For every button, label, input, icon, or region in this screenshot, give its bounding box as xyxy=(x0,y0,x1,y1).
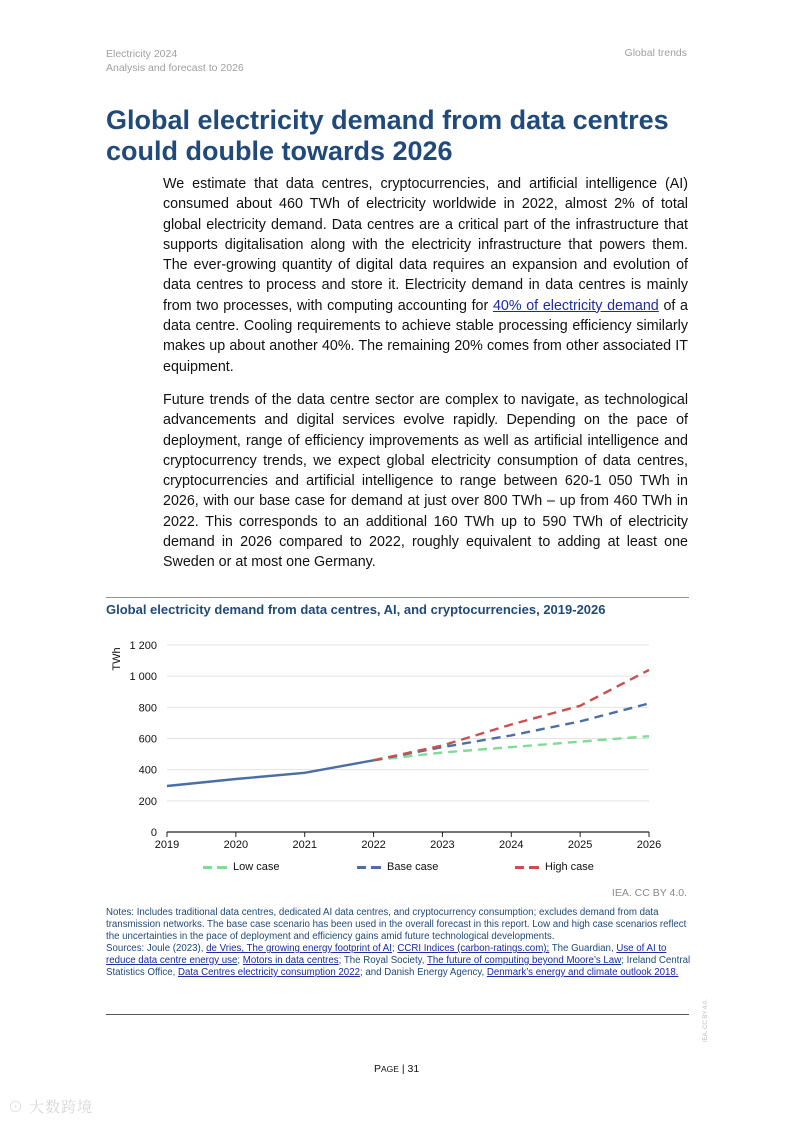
figure-notes xyxy=(106,907,691,979)
sources-text: Sources: Joule (2023), de Vries, The growing energy footprint of AI; CCRI Indices (carbon-ratings.com); The Guardian, Use of AI to reduce data centre energy use; Motors in data centres; The Royal Society, The future of computing beyond Moore’s Law; Ireland Central Statistics Office, Data Centres electricity consumption 2022; and Danish Energy Agency, Denmark’s energy and climate outlook 2018. xyxy=(106,943,691,978)
legend-item-high: High case xyxy=(515,861,594,873)
source-link-cso-ireland[interactable]: Data Centres electricity consumption 2022 xyxy=(177,967,360,978)
y-tick-label: 1 200 xyxy=(129,640,157,652)
source-link-danish-energy[interactable]: Denmark’s energy and climate outlook 2018. xyxy=(486,967,679,978)
series-line-historical xyxy=(167,760,374,786)
link-40-percent-demand[interactable]: 40% of electricity demand xyxy=(492,297,659,314)
x-tick-label: 2023 xyxy=(430,839,455,851)
y-axis-label: TWh xyxy=(111,647,123,671)
report-title: Electricity 2024 xyxy=(106,48,178,60)
running-header-left xyxy=(106,47,244,75)
page-title: Global electricity demand from data centres could double towards 2026 xyxy=(106,105,669,166)
figure-bottom-rule xyxy=(106,1014,689,1015)
x-tick-label: 2024 xyxy=(499,839,524,851)
legend-item-low: Low case xyxy=(203,861,279,873)
x-tick-label: 2020 xyxy=(223,839,249,851)
y-tick-label: 0 xyxy=(150,827,157,839)
figure-top-rule xyxy=(106,597,689,598)
y-tick-label: 200 xyxy=(138,795,157,808)
dashed-line-swatch-icon xyxy=(357,866,381,869)
body-paragraph-1: We estimate that data centres, cryptocurrencies, and artificial intelligence (AI) consumed about 460 TWh of electricity worldwide in 2022, almost 2% of total global electricity demand. Data centres are a critical part of the infrastructure that supports digitalisation along with the electricity infrastructure that powers them. The ever-growing quantity of digital data requires an expansion and evolution of data centres to process and store it. Electricity demand in data centres is mainly from two processes, with computing accounting for 40% of electricity demand of a data centre. Cooling requirements to achieve stable processing efficiency similarly makes up about another 40%. The remaining 20% comes from other associated IT equipment. xyxy=(163,176,688,375)
chart-legend xyxy=(0,861,793,877)
series-line-low-case xyxy=(374,736,649,760)
x-tick-label: 2019 xyxy=(154,839,180,851)
y-tick-label: 600 xyxy=(138,733,157,746)
source-link-royal-society[interactable]: The future of computing beyond Moore’s Law xyxy=(426,955,622,966)
x-tick-label: 2021 xyxy=(292,839,317,851)
series-line-base-case xyxy=(374,703,649,760)
x-tick-label: 2026 xyxy=(636,839,662,851)
y-tick-label: 400 xyxy=(138,764,157,777)
source-link-motors[interactable]: Motors in data centres xyxy=(242,955,339,966)
line-chart xyxy=(106,630,686,860)
source-link-ccri[interactable]: CCRI Indices (carbon-ratings.com); xyxy=(397,943,550,954)
page-number: PAGE | 31 xyxy=(374,1063,420,1075)
notes-text: Notes: Includes traditional data centres, dedicated AI data centres, and cryptocurrency consumption; excludes demand from data transmission networks. The base case scenario has been used in the overall forecast in this report. Low and high case scenarios reflect the uncertainties in the pace of deployment and efficiency gains amid future technological developments. xyxy=(106,907,687,942)
watermark-logo: ⊙ 大数跨境 xyxy=(8,1099,94,1116)
body-paragraph-2: Future trends of the data centre sector are complex to navigate, as technological advancements and digital services evolve rapidly. Depending on the pace of deployment, range of efficiency improvements as well as artificial intelligence and cryptocurrency trends, we expect global electricity consumption of data centres, cryptocurrencies and artificial intelligence to range between 620-1 050 TWh in 2026, with our base case for demand at just over 800 TWh – up from 460 TWh in 2022. This corresponds to an additional 160 TWh up to 590 TWh of electricity demand in 2026 compared to 2022, roughly equivalent to adding at least one Sweden or at most one Germany. xyxy=(163,392,688,571)
source-link-guardian-ai[interactable]: Use of AI to reduce data centre energy use xyxy=(106,943,667,966)
dashed-line-swatch-icon xyxy=(203,866,227,869)
y-tick-label: 800 xyxy=(138,702,157,715)
legend-item-base: Base case xyxy=(357,861,438,873)
section-name: Global trends xyxy=(624,47,687,59)
x-tick-label: 2022 xyxy=(361,839,386,851)
side-credit: IEA. CC BY 4.0. xyxy=(703,999,709,1042)
report-subtitle: Analysis and forecast to 2026 xyxy=(106,62,244,74)
x-tick-label: 2025 xyxy=(567,839,593,851)
figure-title: Global electricity demand from data centres, AI, and cryptocurrencies, 2019-2026 xyxy=(106,602,606,617)
figure-credit: IEA. CC BY 4.0. xyxy=(611,887,687,899)
dashed-line-swatch-icon xyxy=(515,866,539,869)
source-link-de-vries[interactable]: de Vries, The growing energy footprint of AI xyxy=(206,943,392,954)
y-tick-label: 1 000 xyxy=(129,671,157,684)
